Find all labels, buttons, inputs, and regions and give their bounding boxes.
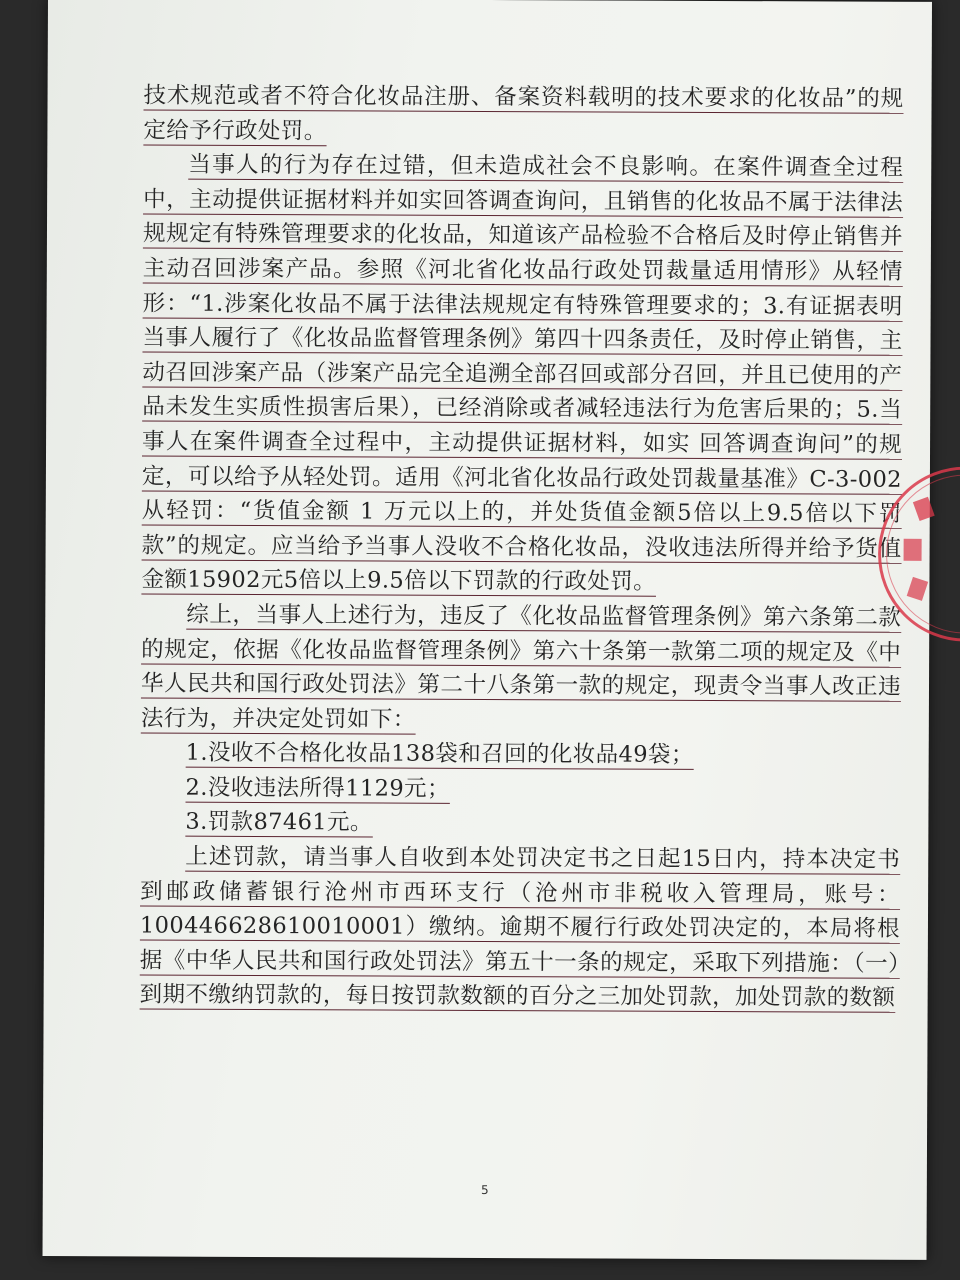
paragraph [141, 597, 902, 739]
paragraph-text: 综上，当事人上述行为，违反了《化妆品监督管理条例》第六条第二款的规定，依据《化妆品监督管理条例》第六十条第一款第二项的规定及《中华人民共和国行政处罚法》第二十八条第一款的规定，现责令当事人改正违法行为，并决定处罚如下： [140, 601, 902, 733]
paragraph-text: 3.罚款87461元。 [185, 809, 373, 836]
paragraph [140, 840, 901, 1016]
page-number: 5 [480, 1182, 489, 1198]
paragraph [141, 148, 903, 601]
paragraph [143, 78, 903, 151]
paragraph-text: 2.没收违法所得1129元； [185, 774, 450, 802]
paragraph [140, 770, 900, 808]
paragraph [140, 805, 900, 843]
paragraph-text: 1.没收不合格化妆品138袋和召回的化妆品49袋； [185, 739, 694, 769]
document-body [140, 78, 904, 1015]
paragraph [141, 736, 901, 774]
document-page [43, 0, 932, 1260]
paragraph-text: 技术规范或者不符合化妆品注册、备案资料载明的技术要求的化妆品”的规定给予行政处罚。 [143, 82, 904, 144]
paragraph-text: 上述罚款，请当事人自收到本处罚决定书之日起15日内，持本决定书到邮政储蓄银行沧州市西环支行（沧州市非税收入管理局，账号：100446628610010001）缴纳。逾期不履行行政处罚决定的，本局将根据《中华人民共和国行政处罚法》第五十一条的规定，采取下列措施：（一）到期不缴纳罚款的，每日按罚款数额的百分之三加处罚款，加处罚款的数额 [139, 843, 901, 1012]
paragraph-text: 当事人的行为存在过错，但未造成社会不良影响。在案件调查全过程中，主动提供证据材料并如实回答调查询问，且销售的化妆品不属于法律法规规定有特殊管理要求的化妆品，知道该产品检验不合格后及时停止销售并主动召回涉案产品。参照《河北省化妆品行政处罚裁量适用情形》从轻情形：“1.涉案化妆品不属于法律法规规定有特殊管理要求的；3.有证据表明当事人履行了《化妆品监督管理条例》第四十四条责任，及时停止销售，主动召回涉案产品（涉案产品完全追溯全部召回或部分召回，并且已使用的产品未发生实质性损害后果），已经消除或者减轻违法行为危害后果的；5.当事人在案件调查全过程中，主动提供证据材料，如实 回答调查询问”的规定，可以给予从轻处罚。适用《河北省化妆品行政处罚裁量基准》C-3-002从轻罚：“货值金额 1 万元以上的，并处货值金额5倍以上9.5倍以下罚款”的规定。应当给予当事人没收不合格化妆品，没收违法所得并给予货值金额15902元5倍以上9.5倍以下罚款的行政处罚。 [141, 151, 904, 596]
